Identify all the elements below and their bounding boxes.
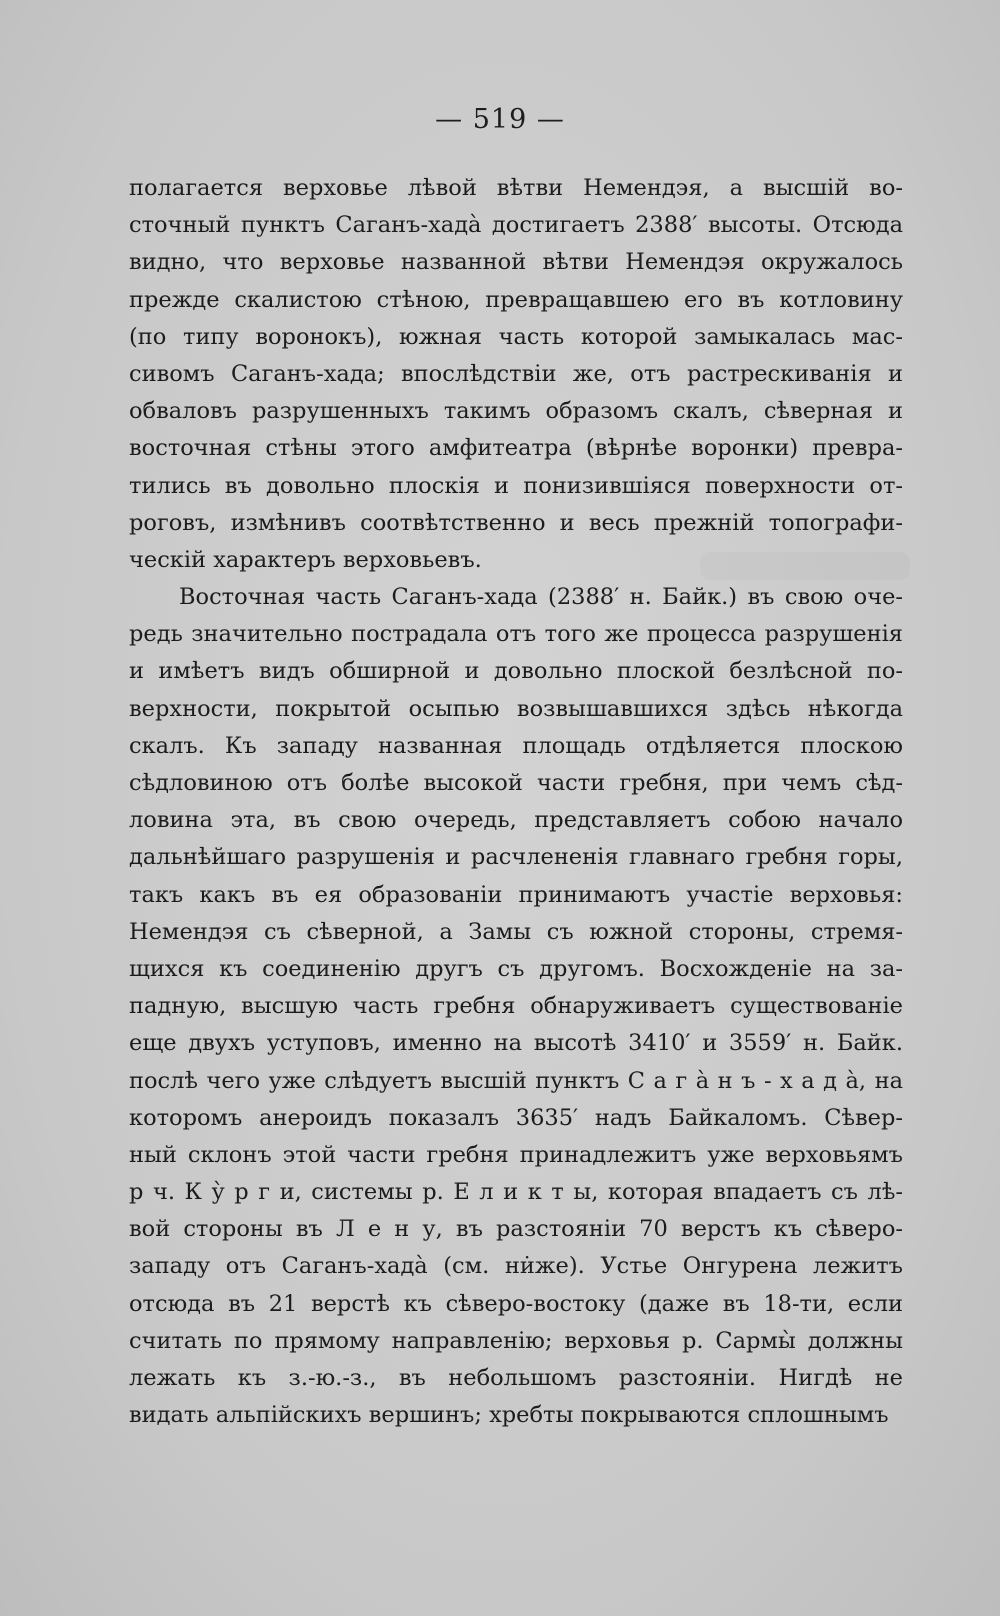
text-line: которомъ анероидъ показалъ 3635′ надъ Байкаломъ. Сѣвер- [129,1104,903,1131]
text-line: щихся къ соединенію другъ съ другомъ. Восхожденіе на за- [129,955,903,982]
paragraph-1 [129,170,903,579]
text-line: сѣдловиною отъ болѣе высокой части гребня, при чемъ сѣд- [129,770,903,796]
text-line: лежать къ з.-ю.-з., въ небольшомъ разстояніи. Нигдѣ не [129,1365,903,1391]
text-line: вой стороны въ Л е н у, въ разстояніи 70 верстъ къ сѣверо- [129,1216,903,1243]
text-line: р ч. К у̀ р г и, системы р. Е л и к т ы, которая впадаетъ съ лѣ- [129,1179,903,1206]
text-line: ный склонъ этой части гребня принадлежитъ уже верховьямъ [129,1141,903,1168]
text-line: полагается верховье лѣвой вѣтви Немендэя, а высшій во- [129,175,903,201]
text-line: сточный пунктъ Саганъ-хада̀ достигаетъ 2388′ высоты. Отсюда [129,212,903,239]
text-line: такъ какъ въ ея образованіи принимаютъ участіе верховья: [129,881,903,908]
text-line: послѣ чего уже слѣдуетъ высшій пунктъ С а г а̀ н ъ - х а д а̀, на [129,1067,903,1094]
text-line: (по типу воронокъ), южная часть которой замыкалась мас- [129,323,903,350]
body-text [129,170,903,1434]
text-line: роговъ, измѣнивъ соотвѣтственно и весь прежній топографи- [129,509,903,536]
text-line: скалъ. Къ западу названная площадь отдѣляется плоскою [129,732,903,759]
text-line: Восточная часть Саганъ-хада (2388′ н. Байк.) въ свою оче- [179,584,903,611]
text-line: сивомъ Саганъ-хада; впослѣдствіи же, отъ растрескиванія и [129,360,903,387]
text-line: падную, высшую часть гребня обнаруживаетъ существованіе [129,993,903,1020]
text-line: Немендэя съ сѣверной, а Замы съ южной стороны, стремя- [129,918,903,945]
text-line: обваловъ разрушенныхъ такимъ образомъ скалъ, сѣверная и [129,398,903,425]
text-line: ловина эта, въ свою очередь, представляетъ собою начало [129,807,903,834]
text-line: видать альпійскихъ вершинъ; хребты покрываются сплошнымъ [129,1402,889,1429]
text-line: отсюда въ 21 верстѣ къ сѣверо-востоку (даже въ 18-ти, если [129,1290,903,1317]
page-number: — 519 — [435,104,565,135]
text-line: считать по прямому направленію; верховья р. Сармы̀ должны [129,1327,903,1354]
text-line: верхности, покрытой осыпью возвышавшихся здѣсь нѣкогда [129,695,903,722]
text-line: ческій характеръ верховьевъ. [129,546,482,573]
text-line: еще двухъ уступовъ, именно на высотѣ 3410′ и 3559′ н. Байк. [129,1030,903,1057]
paragraph-2 [129,579,903,1434]
text-line: восточная стѣны этого амфитеатра (вѣрнѣе воронки) превра- [129,435,903,462]
text-line: прежде скалистою стѣною, превращавшею его въ котловину [129,286,903,313]
text-line: западу отъ Саганъ-хада̀ (см. ни̇же). Устье Онгурена лежитъ [129,1253,903,1280]
text-line: видно, что верховье названной вѣтви Немендэя окружалось [129,249,903,276]
text-line: редь значительно пострадала отъ того же процесса разрушенія [129,621,903,648]
text-line: тились въ довольно плоскія и понизившіяся поверхности от- [129,472,903,499]
text-line: дальнѣйшаго разрушенія и расчлененія главнаго гребня горы, [129,844,903,871]
text-line: и имѣетъ видъ обширной и довольно плоской безлѣсной по- [129,658,903,685]
